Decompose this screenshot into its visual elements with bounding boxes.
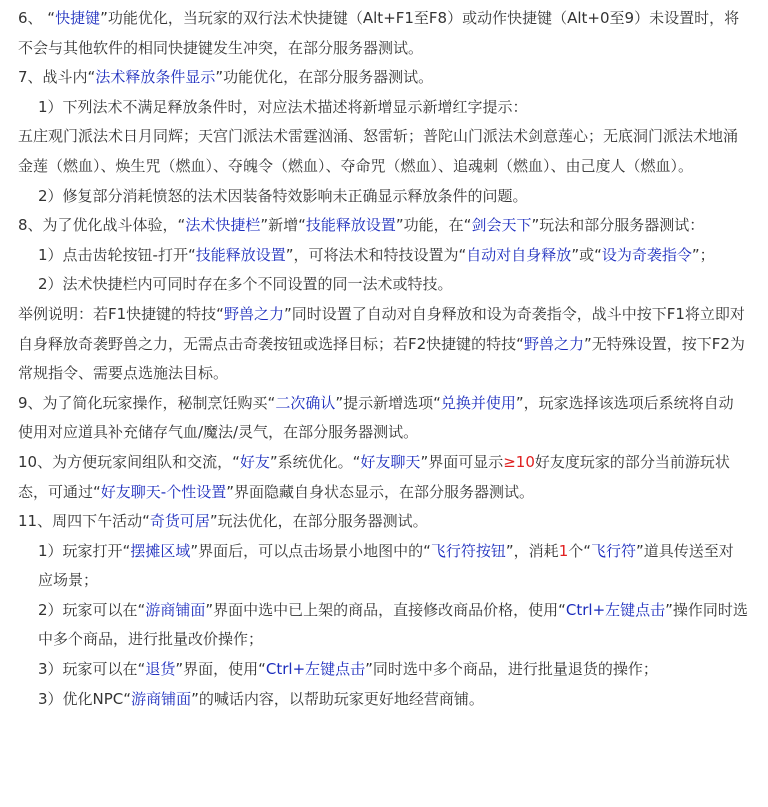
note-9-cooking-confirm bbox=[18, 389, 748, 448]
highlighted-term: 游商铺面 bbox=[131, 689, 192, 708]
text-segment: 2）修复部分消耗愤怒的法术因装备特效影响未正确显示释放条件的问题。 bbox=[38, 186, 528, 205]
text-segment: ”界面中选中已上架的商品，直接修改商品价格，使用“ bbox=[205, 600, 566, 619]
text-segment: ”，消耗 bbox=[505, 541, 559, 560]
text-segment: 11、周四下午活动“ bbox=[18, 512, 150, 531]
text-segment: ”； bbox=[691, 245, 715, 264]
text-segment: ”同时选中多个商品，进行批量退货的操作； bbox=[365, 660, 658, 679]
text-segment: ”或“ bbox=[571, 245, 602, 264]
highlighted-term: 好友聊天-个性设置 bbox=[100, 482, 227, 501]
text-segment: 五庄观门派法术日月同辉；天宫门派法术雷霆汹涌、怒雷斩；普陀山门派法术剑意莲心；无底洞门派法术地涌金莲（燃血）、焕生咒（燃血）、夺魄令（燃血）、夺命咒（燃血）、追魂刺（燃血）、由己度人（燃血）。 bbox=[18, 127, 739, 175]
highlighted-term: 技能释放设置 bbox=[305, 216, 396, 235]
note-11-item-2 bbox=[18, 596, 748, 655]
text-segment: ”界面，使用“ bbox=[175, 660, 266, 679]
highlighted-term: 野兽之力 bbox=[523, 334, 584, 353]
highlighted-term: 剑会天下 bbox=[471, 216, 532, 235]
note-11-item-1 bbox=[18, 537, 748, 596]
text-segment: 9、为了简化玩家操作，秘制烹饪购买“ bbox=[18, 393, 276, 412]
text-segment: ”功能，在“ bbox=[395, 216, 472, 235]
text-segment: 2）玩家可以在“ bbox=[38, 600, 146, 619]
note-11-item-3 bbox=[18, 655, 748, 685]
note-11-thursday-event bbox=[18, 507, 748, 537]
text-segment: 10、为方便玩家间组队和交流，“ bbox=[18, 452, 240, 471]
text-segment: ”玩法和部分服务器测试： bbox=[531, 216, 705, 235]
text-segment: 好友度玩家的部分当前游玩状态，可通过“ bbox=[18, 452, 730, 501]
note-7-item-1 bbox=[18, 93, 748, 123]
text-segment: ”界面后，可以点击场景小地图中的“ bbox=[190, 541, 431, 560]
note-8-item-2 bbox=[18, 270, 748, 300]
highlighted-term: 好友聊天 bbox=[360, 452, 421, 471]
text-segment: 个“ bbox=[568, 541, 592, 560]
text-segment: ”界面可显示 bbox=[420, 452, 504, 471]
note-8-spell-hotbar bbox=[18, 211, 748, 241]
highlighted-term: Ctrl+左键点击 bbox=[565, 600, 666, 619]
text-segment: 1）点击齿轮按钮-打开“ bbox=[38, 245, 196, 264]
text-segment: 1）下列法术不满足释放条件时，对应法术描述将新增显示新增红字提示： bbox=[38, 97, 528, 116]
highlighted-term: 飞行符 bbox=[591, 541, 637, 560]
text-segment: ”系统优化。“ bbox=[269, 452, 361, 471]
highlighted-term: 法术快捷栏 bbox=[185, 216, 261, 235]
note-10-friends bbox=[18, 448, 748, 507]
highlighted-term: 自动对自身释放 bbox=[466, 245, 572, 264]
note-7-cast-condition-display bbox=[18, 63, 748, 93]
text-segment: ”功能优化，当玩家的双行法术快捷键（Alt+F1至F8）或动作快捷键（Alt+0至9）未设置时，将不会与其他软件的相同快捷键发生冲突，在部分服务器测试。 bbox=[18, 9, 740, 57]
text-segment: 1）玩家打开“ bbox=[38, 541, 131, 560]
highlighted-term: 好友 bbox=[239, 452, 270, 471]
text-segment: ”功能优化，在部分服务器测试。 bbox=[215, 68, 434, 87]
text-segment: ”新增“ bbox=[260, 216, 306, 235]
highlighted-term: 技能释放设置 bbox=[195, 245, 286, 264]
text-segment: 3）玩家可以在“ bbox=[38, 660, 146, 679]
text-segment: 举例说明：若F1快捷键的特技“ bbox=[18, 304, 224, 323]
text-segment: 6、 “ bbox=[18, 9, 56, 27]
highlighted-term: Ctrl+左键点击 bbox=[265, 660, 366, 679]
emphasized-number: ≥10 bbox=[503, 452, 535, 471]
patch-notes-document bbox=[18, 4, 748, 714]
highlighted-term: 飞行符按钮 bbox=[430, 541, 506, 560]
note-7-spell-list bbox=[18, 122, 748, 181]
highlighted-term: 退货 bbox=[145, 660, 176, 679]
note-11-item-4 bbox=[18, 685, 748, 715]
text-segment: ”操作同时选中多个商品，进行批量改价操作； bbox=[38, 600, 748, 649]
text-segment: ”道具传送至对应场景； bbox=[38, 541, 734, 590]
highlighted-term: 快捷键 bbox=[55, 9, 101, 27]
text-segment: ”，可将法术和特技设置为“ bbox=[285, 245, 467, 264]
note-8-item-1 bbox=[18, 241, 748, 271]
highlighted-term: 奇货可居 bbox=[149, 512, 210, 531]
text-segment: ”的喊话内容，以帮助玩家更好地经营商铺。 bbox=[191, 689, 484, 708]
text-segment: ”同时设置了自动对自身释放和设为奇袭指令，战斗中按下F1将立即对自身释放奇袭野兽之力，无需点击奇袭按钮或选择目标；若F2快捷键的特技“ bbox=[18, 304, 745, 353]
note-6-shortcut-keys bbox=[18, 4, 748, 63]
text-segment: ”无特殊设置，按下F2为常规指令、需要点选施法目标。 bbox=[18, 334, 745, 383]
highlighted-term: 兑换并使用 bbox=[440, 393, 516, 412]
text-segment: ”玩法优化，在部分服务器测试。 bbox=[209, 512, 428, 531]
note-8-example bbox=[18, 300, 748, 389]
highlighted-term: 游商铺面 bbox=[145, 600, 206, 619]
text-segment: 8、为了优化战斗体验，“ bbox=[18, 216, 186, 235]
text-segment: ”界面隐藏自身状态显示，在部分服务器测试。 bbox=[226, 482, 534, 501]
note-7-item-2 bbox=[18, 182, 748, 212]
text-segment: 7、战斗内“ bbox=[18, 68, 96, 87]
highlighted-term: 摆摊区域 bbox=[130, 541, 191, 560]
highlighted-term: 设为奇袭指令 bbox=[601, 245, 692, 264]
highlighted-term: 法术释放条件显示 bbox=[95, 68, 216, 87]
text-segment: 3）优化NPC“ bbox=[38, 689, 132, 708]
text-segment: ”，玩家选择该选项后系统将自动使用对应道具补充储存气血/魔法/灵气，在部分服务器测试。 bbox=[18, 393, 734, 442]
text-segment: ”提示新增选项“ bbox=[335, 393, 441, 412]
emphasized-number: 1 bbox=[558, 541, 569, 560]
highlighted-term: 野兽之力 bbox=[223, 304, 284, 323]
text-segment: 2）法术快捷栏内可同时存在多个不同设置的同一法术或特技。 bbox=[38, 275, 453, 294]
highlighted-term: 二次确认 bbox=[275, 393, 336, 412]
